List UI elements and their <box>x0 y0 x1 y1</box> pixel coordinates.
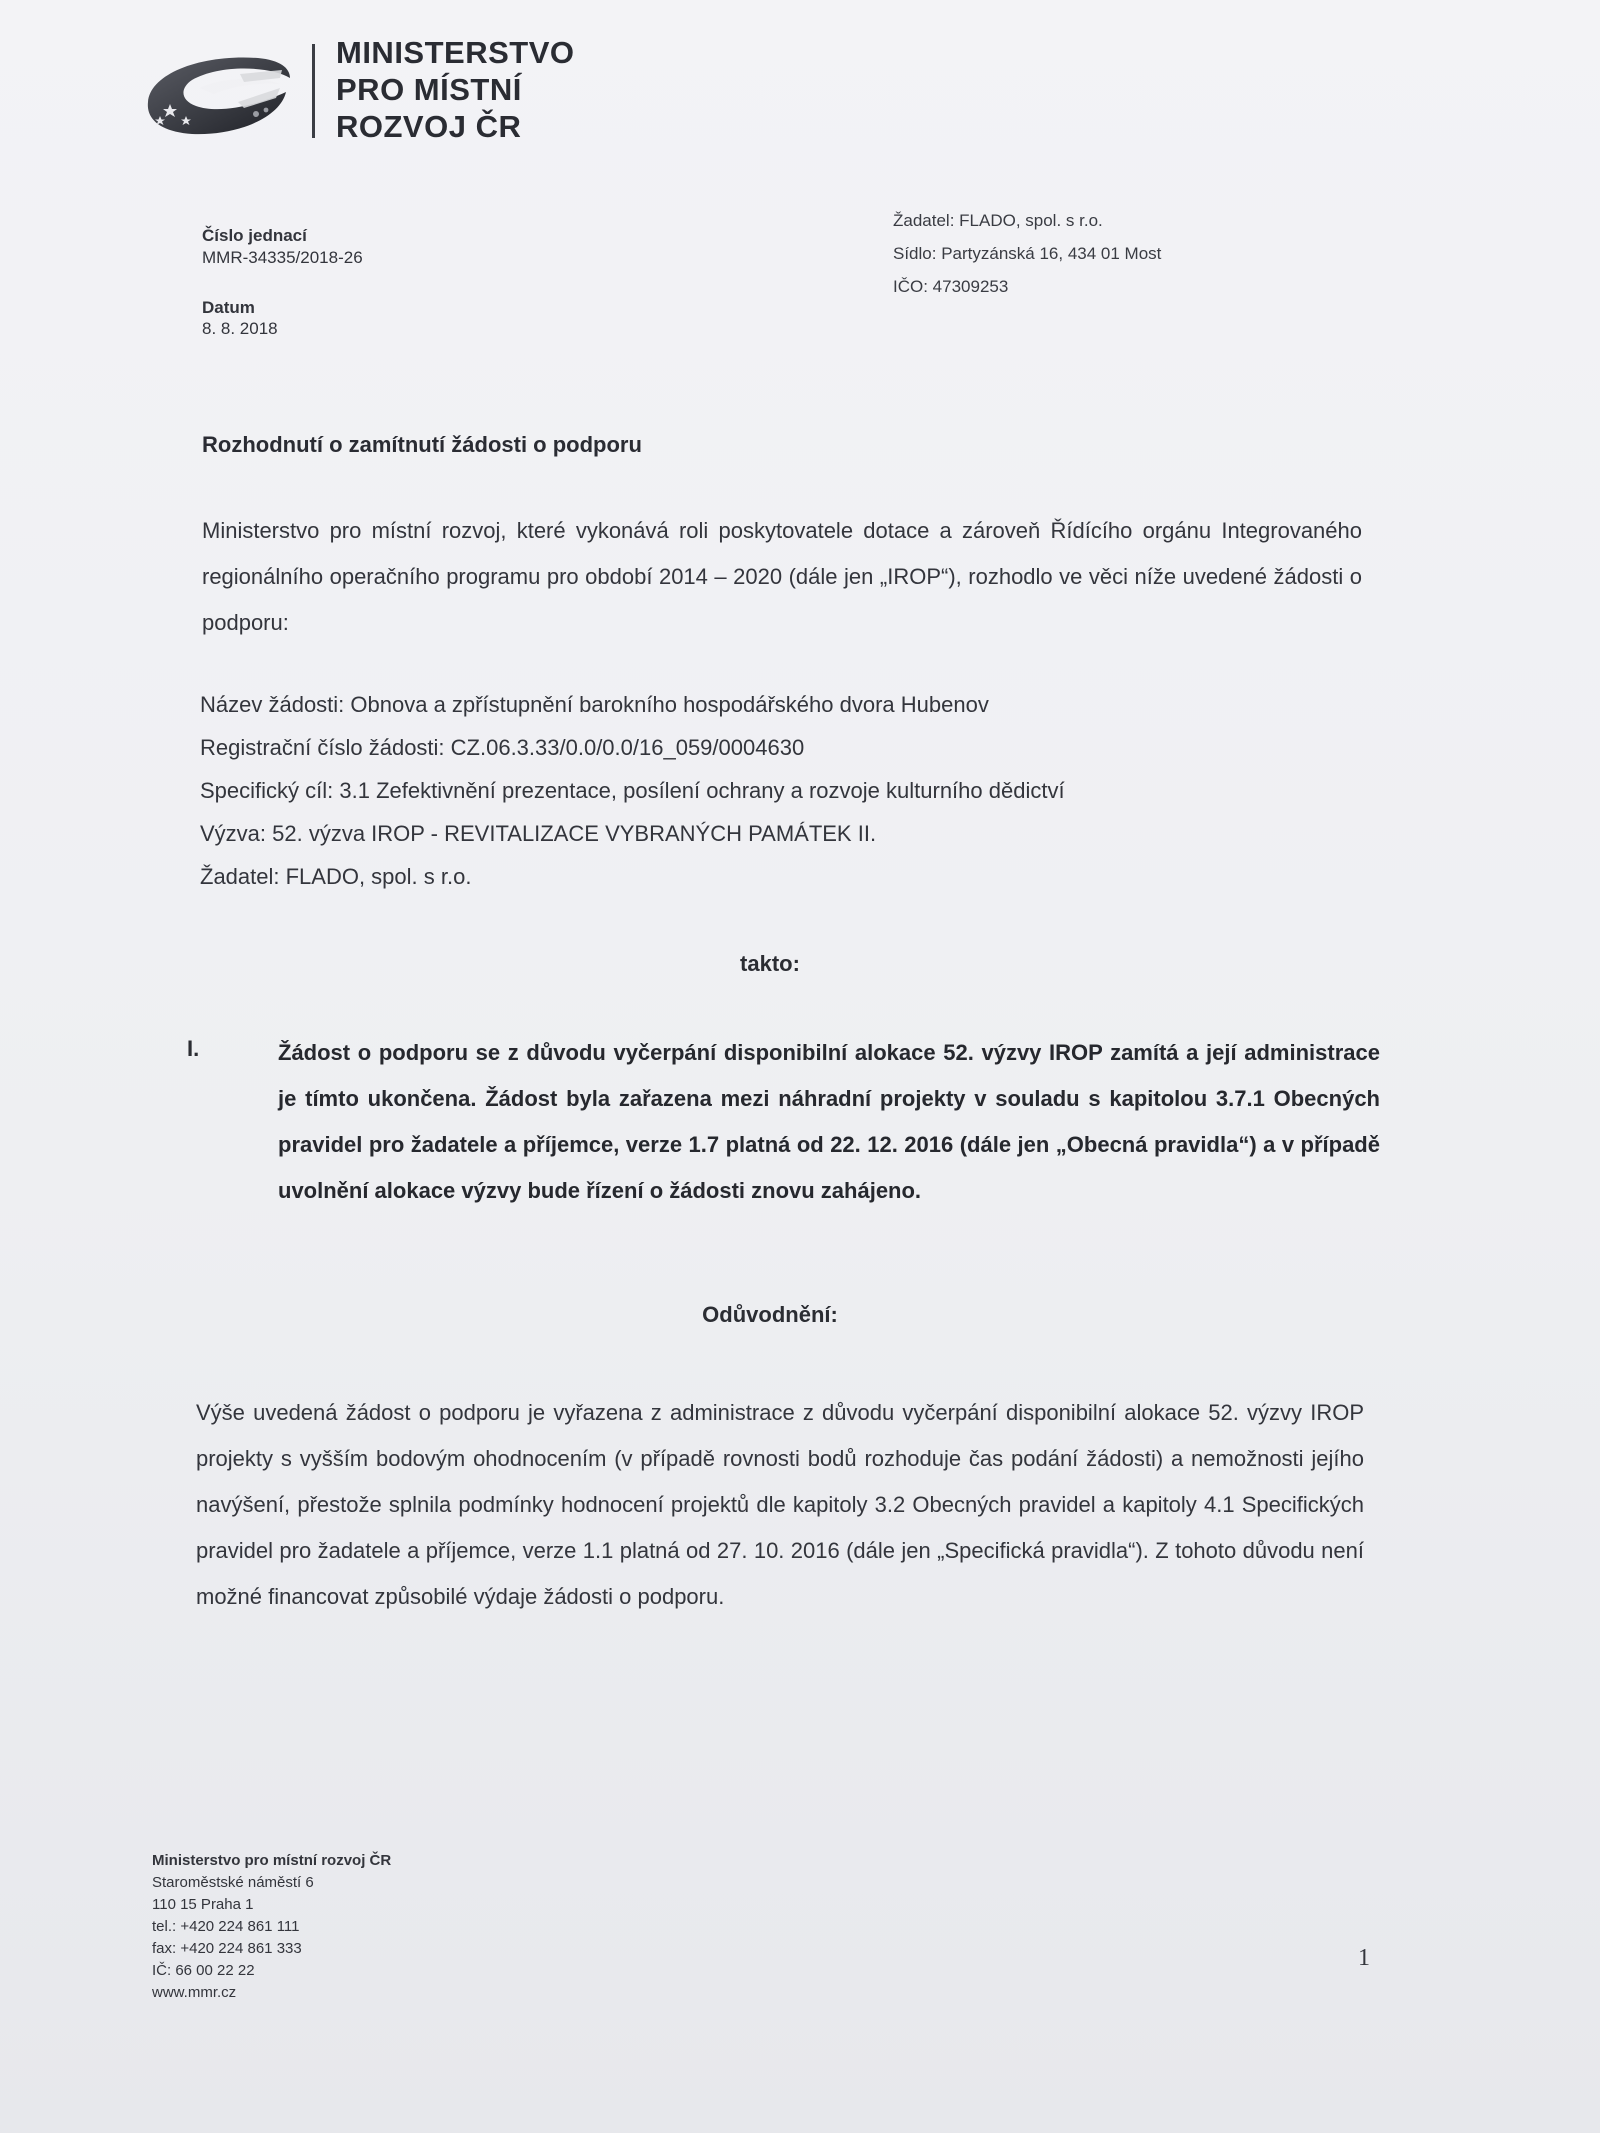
ref-number-value: MMR-34335/2018-26 <box>202 248 363 267</box>
logo-line-3: ROZVOJ ČR <box>336 109 522 144</box>
footer-ic: IČ: 66 00 22 22 <box>152 1962 255 1979</box>
ministry-logo-text <box>336 34 575 145</box>
verdict-text: Žádost o podporu se z důvodu vyčerpání disponibilní alokace 52. výzvy IROP zamítá a její administrace je tímto ukončena. Žádost byla zařazena mezi náhradní projekty v souladu s kapitolou 3.7.1 Obecných pravidel pro žadatele a příjemce, verze 1.7 platná od 22. 12. 2016 (dále jen „Obecná pravidla“) a v případě uvolnění alokace výzvy bude řízení o žádosti znovu zahájeno. <box>278 1040 1380 1203</box>
justification-paragraph: Výše uvedená žádost o podporu je vyřazena z administrace z důvodu vyčerpání disponibilní alokace 52. výzvy IROP projekty s vyšším bodovým ohodnocením (v případě rovnosti bodů rozhoduje čas podání žádosti) a nemožnosti jejího navýšení, přestože splnila podmínky hodnocení projektů dle kapitoly 3.2 Obecných pravidel a kapitoly 4.1 Specifických pravidel pro žadatele a příjemce, verze 1.1 platná od 27. 10. 2016 (dále jen „Specifická pravidla“). Z tohoto důvodu není možné financovat způsobilé výdaje žádosti o podporu. <box>196 1400 1364 1609</box>
ministry-emblem-icon <box>140 44 292 140</box>
details-applicant: Žadatel: FLADO, spol. s r.o. <box>200 864 472 889</box>
logo-line-2: PRO MÍSTNÍ <box>336 72 522 107</box>
verdict-number: I. <box>187 1036 200 1061</box>
intro-paragraph: Ministerstvo pro místní rozvoj, které vykonává roli poskytovatele dotace a zároveň Řídícího orgánu Integrovaného regionálního operačního programu pro období 2014 – 2020 (dále jen „IROP“), rozhodlo ve věci níže uvedené žádosti o podporu: <box>202 518 1362 635</box>
takto-heading: takto: <box>740 951 800 976</box>
applicant-ico: IČO: 47309253 <box>893 277 1009 296</box>
document-title: Rozhodnutí o zamítnutí žádosti o podporu <box>202 432 642 457</box>
footer-fax: fax: +420 224 861 333 <box>152 1940 302 1957</box>
justification-heading: Odůvodnění: <box>702 1302 838 1327</box>
application-details <box>200 683 1065 898</box>
footer-org: Ministerstvo pro místní rozvoj ČR <box>152 1852 392 1869</box>
registration-number: Registrační číslo žádosti: CZ.06.3.33/0.0/0.0/16_059/0004630 <box>200 735 805 760</box>
logo-line-1: MINISTERSTVO <box>336 35 575 70</box>
footer-tel: tel.: +420 224 861 111 <box>152 1918 300 1935</box>
date-value: 8. 8. 2018 <box>202 319 278 338</box>
applicant-name: Žadatel: FLADO, spol. s r.o. <box>893 211 1103 230</box>
footer-street: Staroměstské náměstí 6 <box>152 1874 314 1891</box>
ref-number-label: Číslo jednací <box>202 226 307 245</box>
call-name: Výzva: 52. výzva IROP - REVITALIZACE VYBRANÝCH PAMÁTEK II. <box>200 821 877 846</box>
page-number: 1 <box>1358 1945 1370 1971</box>
application-name: Název žádosti: Obnova a zpřístupnění barokního hospodářského dvora Hubenov <box>200 692 989 717</box>
date-label: Datum <box>202 298 255 317</box>
footer-city: 110 15 Praha 1 <box>152 1896 254 1913</box>
ministry-footer <box>152 1850 391 2004</box>
footer-web: www.mmr.cz <box>152 1984 237 2001</box>
logo-divider <box>312 44 315 138</box>
applicant-seat: Sídlo: Partyzánská 16, 434 01 Most <box>893 244 1162 263</box>
applicant-address-block <box>893 204 1161 303</box>
specific-goal: Specifický cíl: 3.1 Zefektivnění prezentace, posílení ochrany a rozvoje kulturního dědictví <box>200 778 1065 803</box>
